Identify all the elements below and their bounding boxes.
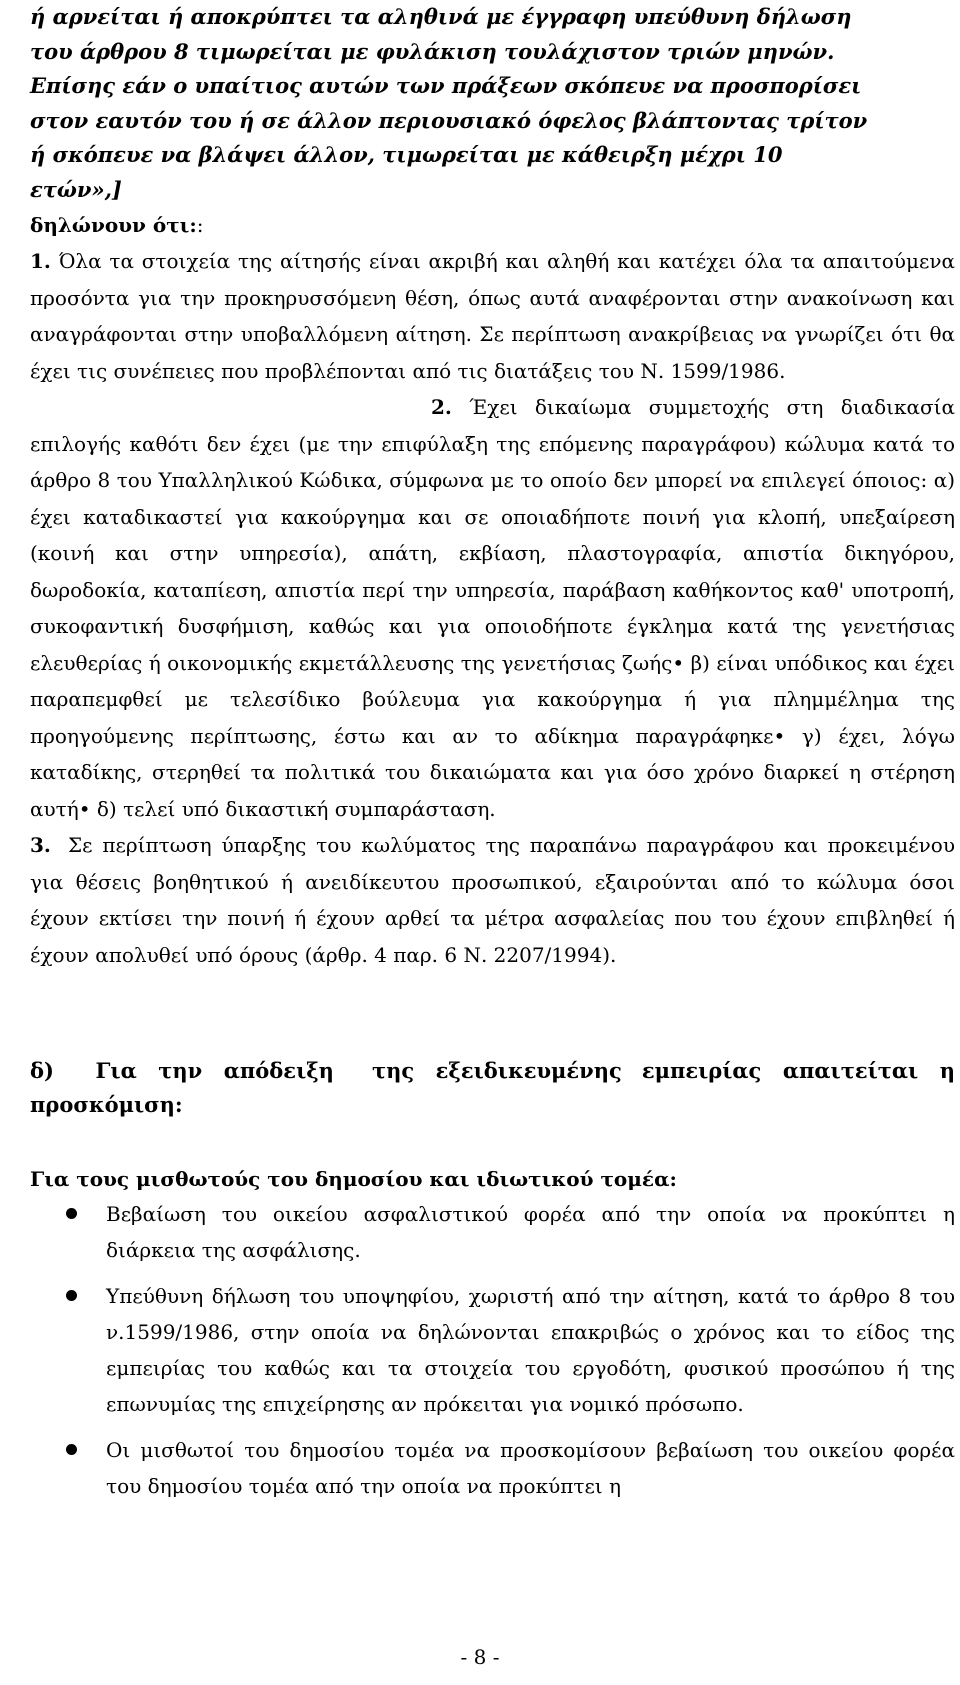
requirements-list (70, 1196, 955, 1514)
declaration-text-block (30, 0, 955, 973)
list-item-text: Βεβαίωση του οικείου ασφαλιστικού φορέα από την οποία να προκύπτει η διάρκεια της ασφάλισης. (106, 1202, 955, 1262)
section-d-heading (30, 1054, 955, 1122)
law-quote-italic (30, 0, 955, 207)
list-item-text: Υπεύθυνη δήλωση του υποψηφίου, χωριστή από την αίτηση, κατά το άρθρο 8 του ν.1599/1986, στην οποία να δηλώνονται επακριβώς ο χρόνος και το είδος της εμπειρίας του καθώς και τα στοιχεία του εργοδότη, φυσικού προσώπου ή της επωνυμίας της επιχείρησης αν πρόκειται για νομικό πρόσωπο. (106, 1284, 955, 1416)
item-number: 1. (30, 249, 51, 273)
section-part: της εξειδικευμένης (371, 1058, 622, 1083)
item-number: 2. (431, 395, 452, 419)
italic-line: ετών»,] (30, 176, 122, 202)
italic-line: ή αρνείται ή αποκρύπτει τα αληθινά με έγγραφη υπεύθυνη δήλωση (30, 4, 852, 29)
item-3-paragraph (30, 827, 955, 973)
italic-line: Επίσης εάν ο υπαίτιος αυτών των πράξεων σκόπευε να προσπορίσει (30, 73, 862, 98)
item-1-paragraph (30, 243, 955, 389)
italic-line: στον εαυτόν του ή σε άλλον περιουσιακό όφελος βλάπτοντας τρίτον (30, 107, 868, 133)
list-item (70, 1432, 955, 1504)
page-number: - 8 - (460, 1645, 500, 1669)
section-part: εμπειρίας απαιτείται η προσκόμιση: (30, 1058, 956, 1117)
item-2-paragraph (30, 389, 955, 827)
bullet-icon (66, 1208, 77, 1219)
item-text: Έχει δικαίωμα συμμετοχής στη διαδικασία επιλογής καθότι δεν έχει (με την επιφύλαξη της επόμενης παραγράφου) κώλυμα κατά το άρθρο 8 του Υπαλληλικού Κώδικα, σύμφωνα με το οποίο δεν μπορεί να επιλεγεί όποιος: α) έχει καταδικαστεί για κακούργημα και σε οποιαδήποτε ποινή για κλοπή, υπεξαίρεση (κοινή και στην υπηρεσία), απάτη, εκβίαση, πλαστογραφία, απιστία δικηγόρου, δωροδοκία, καταπίεση, απιστία περί την υπηρεσία, παράβαση καθήκοντος καθ' υποτροπή, συκοφαντική δυσφήμιση, καθώς και για οποιοδήποτε έγκλημα κατά της γενετήσιας ελευθερίας ή οικονομικής εκμετάλλευσης της γενετήσιας ζωής• β) είναι υπόδικος και έχει παραπεμφθεί με τελεσίδικο βούλευμα για κακούργημα ή για πλημμέλημα της προηγούμενης περίπτωσης, έστω και αν το αδίκημα παραγράφηκε• γ) έχει, λόγω καταδίκης, στερηθεί τα πολιτικά του δικαιώματα και για όσο χρόνο διαρκεί η στέρηση αυτή• δ) τελεί υπό δικαστική συμπαράσταση. (30, 395, 955, 821)
item-text: Όλα τα στοιχεία της αίτησής είναι ακριβή και αληθή και κατέχει όλα τα απαιτούμενα προσόντα για την προκηρυσσόμενη θέση, όπως αυτά αναφέρονται στην ανακοίνωση και αναγράφονται στην υποβαλλόμενη αίτηση. Σε περίπτωση ανακρίβειας να γνωρίζει ότι θα έχει τις συνέπειες που προβλέπονται από τις διατάξεις του Ν. 1599/1986. (30, 249, 955, 383)
list-item (70, 1196, 955, 1268)
item-number: 3. (30, 833, 51, 857)
section-part: Για την απόδειξη (95, 1058, 334, 1083)
italic-line: ή σκόπευε να βλάψει άλλον, τιμωρείται με κάθειρξη μέχρι 10 (30, 142, 783, 167)
declare-label: δηλώνουν ότι:: (30, 213, 204, 237)
italic-line: του άρθρου 8 τιμωρείται με φυλάκιση τουλάχιστον τριών μηνών. (30, 38, 835, 64)
section-letter: δ) (30, 1058, 54, 1083)
list-item-text: Οι μισθωτοί του δημοσίου τομέα να προσκομίσουν βεβαίωση του οικείου φορέα του δημοσίου τομέα από την οποία να προκύπτει η (106, 1438, 955, 1498)
subheading: Για τους μισθωτούς του δημοσίου και ιδιωτικού τομέα: (30, 1167, 677, 1191)
item-text: Σε περίπτωση ύπαρξης του κωλύματος της παραπάνω παραγράφου και προκειμένου για θέσεις βοηθητικού ή ανειδίκευτου προσωπικού, εξαιρούνται από το κώλυμα όσοι έχουν εκτίσει την ποινή ή έχουν αρθεί τα μέτρα ασφαλείας που του έχουν επιβληθεί ή έχουν απολυθεί υπό όρους (άρθρ. 4 παρ. 6 Ν. 2207/1994). (30, 833, 955, 967)
bullet-icon (66, 1444, 77, 1455)
bullet-icon (66, 1290, 77, 1301)
list-item (70, 1278, 955, 1422)
